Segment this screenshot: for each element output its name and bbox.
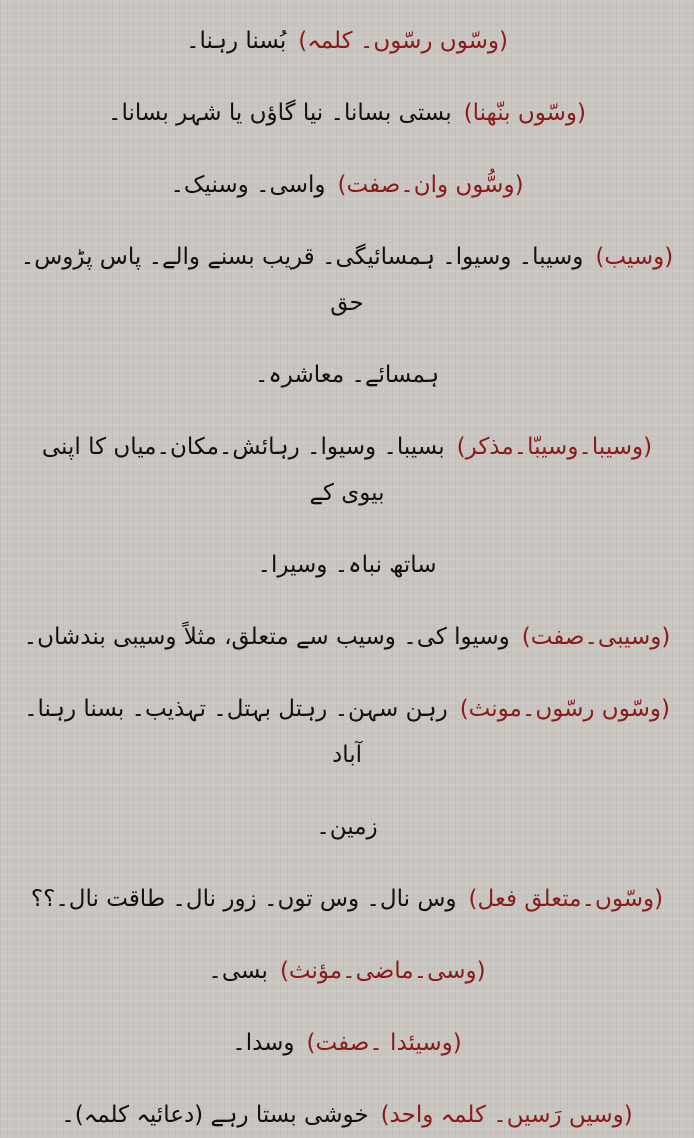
entry-definition: بُسنا رہنا۔ — [186, 28, 287, 54]
entry-headword: (وسی۔ماضی۔مؤنث) — [279, 958, 486, 984]
entry-definition: وس نال۔ وس توں۔ زور نال۔ طاقت نال۔؟؟ — [30, 886, 457, 912]
entry-headword: (وسّوں۔متعلق فعل) — [468, 886, 664, 912]
entry-headword: (وسیبی۔صفت) — [521, 624, 671, 650]
entry-definition: بسیبا۔ وسیوا۔ رہائش۔مکان۔میاں کا اپنی بیوی کے — [41, 434, 445, 506]
entry-definition-continued: ہمسائے۔ معاشرہ۔ — [254, 362, 440, 388]
entry-waseen-raseen — [18, 1092, 676, 1138]
entry-wasi — [18, 948, 676, 994]
entry-wasson-adverb — [18, 876, 676, 922]
entry-definition: وسدا۔ — [232, 1030, 295, 1056]
entry-headword: (وسیب) — [595, 244, 674, 270]
entry-headword: (وسیبا۔وسیبّا۔مذکر) — [456, 434, 653, 460]
entry-definition: بستی بسانا۔ نیا گاؤں یا شہر بسانا۔ — [108, 100, 452, 126]
entry-definition-continued: زمین۔ — [316, 814, 378, 840]
entry-definition: خوشی بستا رہے (دعائیہ کلمہ)۔ — [61, 1102, 369, 1128]
entry-waseebi — [18, 614, 676, 660]
entry-definition: بسی۔ — [208, 958, 268, 984]
entry-definition-continued: ساتھ نباہ۔ وسیرا۔ — [257, 552, 437, 578]
entry-waseenda — [18, 1020, 676, 1066]
entry-headword: (وسّوں رسّوں۔ کلمہ) — [298, 28, 508, 54]
entry-definition: رہن سہن۔ رہتل بہتل۔ تہذیب۔ بسنا رہنا۔ آباد — [24, 696, 448, 768]
entry-waseeb — [18, 234, 676, 398]
entry-headword: (وسّوں رسّوں۔مونث) — [459, 696, 670, 722]
entry-headword: (وسّوں بنّھنا) — [463, 100, 586, 126]
entry-definition: واسی۔ وسنیک۔ — [170, 172, 326, 198]
entry-wasson-bannhna — [18, 90, 676, 136]
entry-wasson-rasson — [18, 18, 676, 64]
entry-definition: وسیوا کی۔ وسیب سے متعلق، مثلاً وسیبی بندشاں۔ — [23, 624, 510, 650]
entry-waseeba — [18, 424, 676, 588]
entry-headword: (وسیئدا ۔صفت) — [306, 1030, 462, 1056]
entry-wasson-rasson-feminine — [18, 686, 676, 850]
entry-wasson-waan — [18, 162, 676, 208]
entry-headword: (وسُّوں وان۔صفت) — [337, 172, 524, 198]
entry-headword: (وسیں رَسیں۔ کلمہ واحد) — [380, 1102, 633, 1128]
entry-definition: وسیبا۔ وسیوا۔ ہمسائیگی۔ قریب بسنے والے۔ پاس پڑوس۔ حق — [20, 244, 584, 316]
